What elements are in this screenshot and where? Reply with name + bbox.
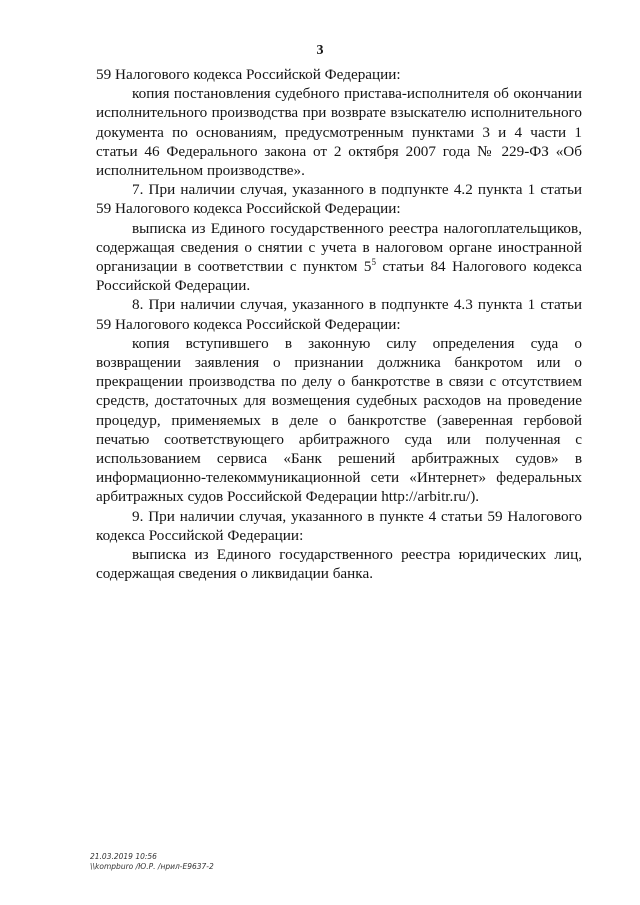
paragraph-item-8: 8. При наличии случая, указанного в подпункте 4.3 пункта 1 статьи 59 Налогового кодекса Российской Федерации: (96, 296, 582, 333)
paragraph-legal-entities-extract: выписка из Единого государственного реестра юридических лиц, содержащая сведения о ликвидации банка. (96, 546, 582, 583)
paragraph-text-part: выписка из Единого государственного реестра налогоплательщиков, содержащая сведения о снятии с учета в налоговом органе иностранной организации в соответствии с пунктом 5 (96, 219, 582, 276)
paragraph-taxpayer-registry-extract (96, 219, 582, 296)
page-number: 3 (316, 43, 324, 58)
document-footer (90, 852, 214, 872)
paragraph-item-7: 7. При наличии случая, указанного в подпункте 4.2 пункта 1 статьи 59 Налогового кодекса Российской Федерации: (96, 181, 582, 218)
paragraph-item-9: 9. При наличии случая, указанного в пункте 4 статьи 59 Налогового кодекса Российской Федерации: (96, 507, 582, 544)
footer-timestamp: 21.03.2019 10:56 (90, 852, 157, 861)
paragraph-continuation: 59 Налогового кодекса Российской Федерации: (96, 66, 401, 83)
paragraph-enforcement-copy: копия постановления судебного пристава-исполнителя об окончании исполнительного производства при возврате взыскателю исполнительного документа по основаниям, предусмотренным пунктами 3 и 4 части 1 статьи 46 Федерального закона от 2 октября 2007 года № 229-ФЗ «Об исполнительном производстве». (96, 85, 582, 180)
superscript-number: 5 (371, 257, 376, 268)
paragraph-court-ruling-copy: копия вступившего в законную силу определения суда о возвращении заявления о признании должника банкротом или о прекращении производства по делу о банкротстве в связи с отсутствием средств, достаточных для возмещения судебных расходов на проведение процедур, применяемых в деле о банкротстве (заверенная гербовой печатью соответствующего арбитражного суда или полученная с использованием сервиса «Банк решений арбитражных судов» в информационно-телекоммуникационной сети «Интернет» федеральных арбитражных судов Российской Федерации http://arbitr.ru/). (96, 334, 582, 506)
footer-file-path: \\kompburo /Ю.Р. /нрил-E9637-2 (90, 862, 214, 871)
document-body (96, 65, 582, 583)
paragraph-text-part: статьи 84 Налогового кодекса Российской Федерации. (96, 258, 582, 295)
